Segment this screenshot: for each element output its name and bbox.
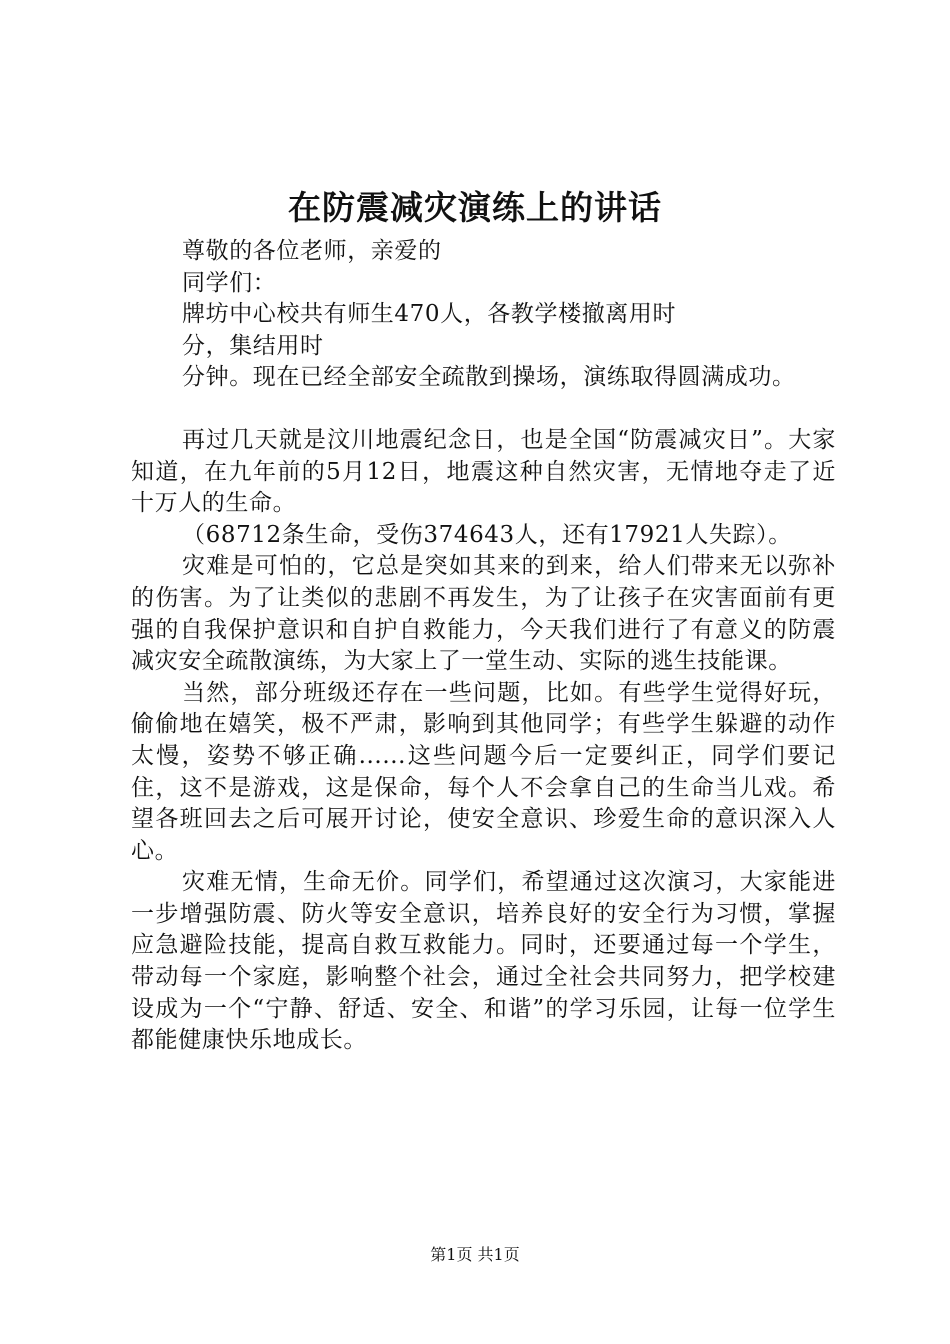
paragraph-1: 再过几天就是汶川地震纪念日，也是全国“防震减灾日”。大家知道，在九年前的5月12日，地震这种自然灾害，无情地夺走了近十万人的生命。 [131, 426, 836, 517]
paragraph-4: 当然，部分班级还存在一些问题，比如。有些学生觉得好玩，偷偷地在嬉笑，极不严肃，影响到其他同学；有些学生躲避的动作太慢，姿势不够正确......这些问题今后一定要纠正，同学们要记住，这不是游戏，这是保命，每个人不会拿自己的生命当儿戏。希望各班回去之后可展开讨论，使安全意识、珍爱生命的意识深入人心。 [131, 679, 836, 864]
paragraph-3: 灾难是可怕的，它总是突如其来的到来，给人们带来无以弥补的伤害。为了让类似的悲剧不再发生，为了让孩子在灾害面前有更强的自我保护意识和自护自救能力，今天我们进行了有意义的防震减灾安全疏散演练，为大家上了一堂生动、实际的逃生技能课。 [131, 553, 836, 675]
report-line-3: 分钟。现在已经全部安全疏散到操场，演练取得圆满成功。 [182, 364, 796, 391]
paragraph-5: 灾难无情，生命无价。同学们，希望通过这次演习，大家能进一步增强防震、防火等安全意识，培养良好的安全行为习惯，掌握应急避险技能，提高自救互救能力。同时，还要通过每一个学生，带动每一个家庭，影响整个社会，通过全社会共同努力，把学校建设成为一个“宁静、舒适、安全、和谐”的学习乐园，让每一位学生都能健康快乐地成长。 [131, 869, 836, 1054]
document-title: 在防震减灾演练上的讲话 [288, 188, 662, 227]
greeting-line-2: 同学们： [182, 269, 277, 296]
greeting-line-1: 尊敬的各位老师，亲爱的 [182, 238, 442, 264]
report-line-2: 分，集结用时 [182, 332, 324, 359]
document-body [131, 236, 836, 1057]
page-footer: 第1页 共1页 [430, 1245, 520, 1264]
report-line-1: 牌坊中心校共有师生470人，各教学楼撤离用时 [182, 301, 677, 328]
paragraph-2: （68712条生命，受伤374643人，还有17921人失踪）。 [182, 521, 792, 548]
paragraph-gap [131, 394, 836, 425]
